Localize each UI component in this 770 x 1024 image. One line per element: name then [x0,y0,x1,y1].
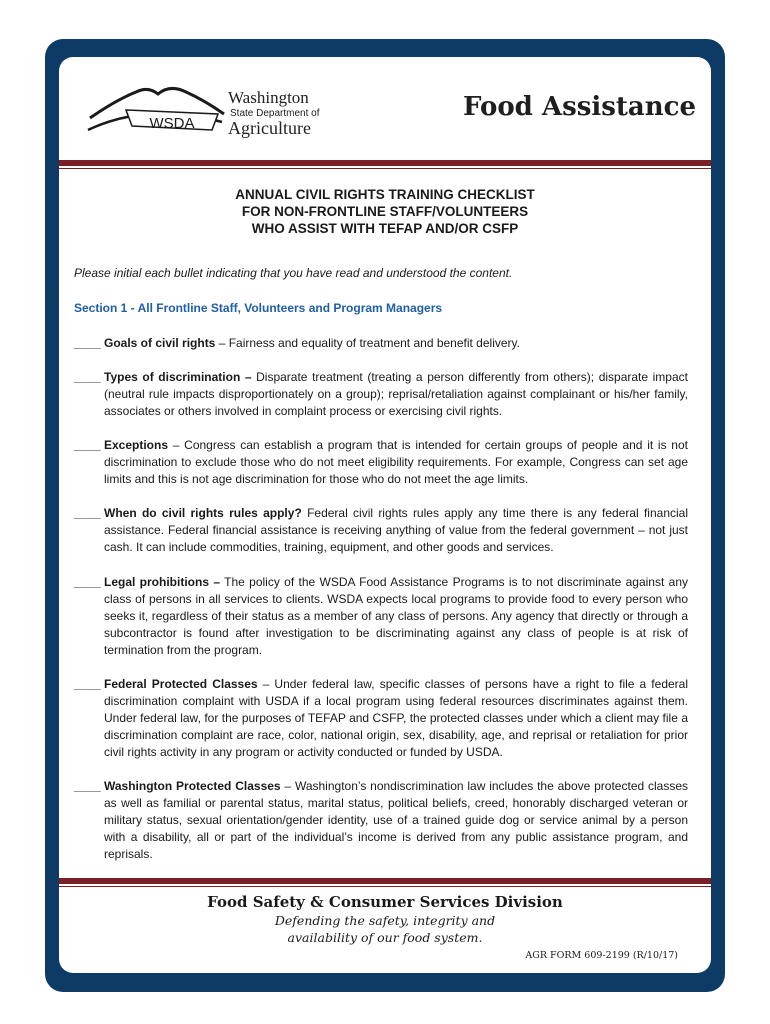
item-heading: Types of discrimination – [104,370,252,384]
agency-name-line1: Washington [228,88,309,107]
item-text: The policy of the WSDA Food Assistance Programs is to not discriminate against any class of persons in all services to clients. WSDA expects local programs to provide food to every person who seeks it, regardless of their status as a member of any class of persons. Any agency that directly or through a subcontractor is found after investigation to be discriminating against any class of people is at risk of termination from the program. [104,575,688,657]
title-line-2: FOR NON-FRONTLINE STAFF/VOLUNTEERS [241,204,529,219]
tagline-line-1: Defending the safety, integrity and [274,913,496,928]
checklist-item-federal-classes [74,676,688,761]
checklist-item-goals [74,335,688,352]
form-number: AGR FORM 609-2199 (R/10/17) [525,950,678,961]
item-heading: Washington Protected Classes [104,779,281,793]
item-heading: When do civil rights rules apply? [104,506,302,520]
initial-blank[interactable]: ____ [74,575,101,589]
title-line-3: WHO ASSIST WITH TEFAP AND/OR CSFP [251,221,519,236]
item-text: Federal civil rights rules apply any time there is any federal financial assistance. Federal financial assistance is receiving anything of value from the federal government – not just cash. It can include commodities, training, equipment, and other goods and services. [104,506,688,554]
tagline-line-2: availability of our food system. [287,930,483,945]
logo-mark-text: WSDA [149,115,195,132]
item-heading: Legal prohibitions – [104,575,221,589]
checklist-item-exceptions [74,437,688,488]
checklist-item-legal-prohibitions [74,574,688,659]
item-text: – Congress can establish a program that is intended for certain groups of people and it is not discrimination to exclude those who do not meet eligibility requirements. For example, Congress can set age limits and this is not age discrimination for those who do not meet the age limits. [104,438,688,486]
initial-blank[interactable]: ____ [74,506,101,520]
item-text: – Under federal law, specific classes of persons have a right to file a federal discrimination complaint with USDA if a local program using federal resources discriminates against them. Under federal law, for the purposes of TEFAP and CSFP, the protected classes under which a client may file a discrimination complaint are race, color, national origin, sex, disability, age, and reprisal or retaliation for prior civil rights activity in any program or activity conducted or funded by USDA. [104,677,689,759]
division-tagline [59,912,711,946]
initial-blank[interactable]: ____ [74,336,101,350]
initial-blank[interactable]: ____ [74,779,101,793]
item-text: Disparate treatment (treating a person differently from others); disparate impact (neutral rule impacts disproportionately on a group); reprisal/retaliation against complainant or his/her family, associates or others involved in complaint process or exercising civil rights. [104,370,688,418]
header-rule [59,160,711,166]
agency-name-line2: State Department of [230,108,320,119]
item-heading: Federal Protected Classes [104,677,258,691]
item-heading: Goals of civil rights [104,336,216,350]
checklist-item-washington-classes [74,778,688,863]
initial-blank[interactable]: ____ [74,370,101,384]
header-rule-thin [59,168,711,169]
item-heading: Exceptions [104,438,169,452]
footer-rule [59,878,711,884]
agency-name-line3: Agriculture [228,118,311,138]
footer-rule-thin [59,886,711,887]
instructions: Please initial each bullet indicating that you have read and understood the content. [74,266,513,280]
initial-blank[interactable]: ____ [74,438,101,452]
section-heading: Section 1 - All Frontline Staff, Volunteers and Program Managers [74,301,443,315]
item-text: – Washington’s nondiscrimination law includes the above protected classes as well as familial or parental status, marital status, political beliefs, creed, honorably discharged veteran or military status, sexual orientation/gender identity, use of a trained guide dog or service animal by a person with a disability, all or part of the individual’s income is derived from any public assistance program, and reprisals. [104,779,689,861]
item-text: – Fairness and equality of treatment and benefit delivery. [215,336,520,350]
program-title: Food Assistance [462,92,696,122]
division-name: Food Safety & Consumer Services Division [207,893,563,911]
document-title [59,186,711,237]
initial-blank[interactable]: ____ [74,677,101,691]
checklist-item-when-apply [74,505,688,556]
checklist-item-types [74,369,688,420]
title-line-1: ANNUAL CIVIL RIGHTS TRAINING CHECKLIST [235,187,535,202]
